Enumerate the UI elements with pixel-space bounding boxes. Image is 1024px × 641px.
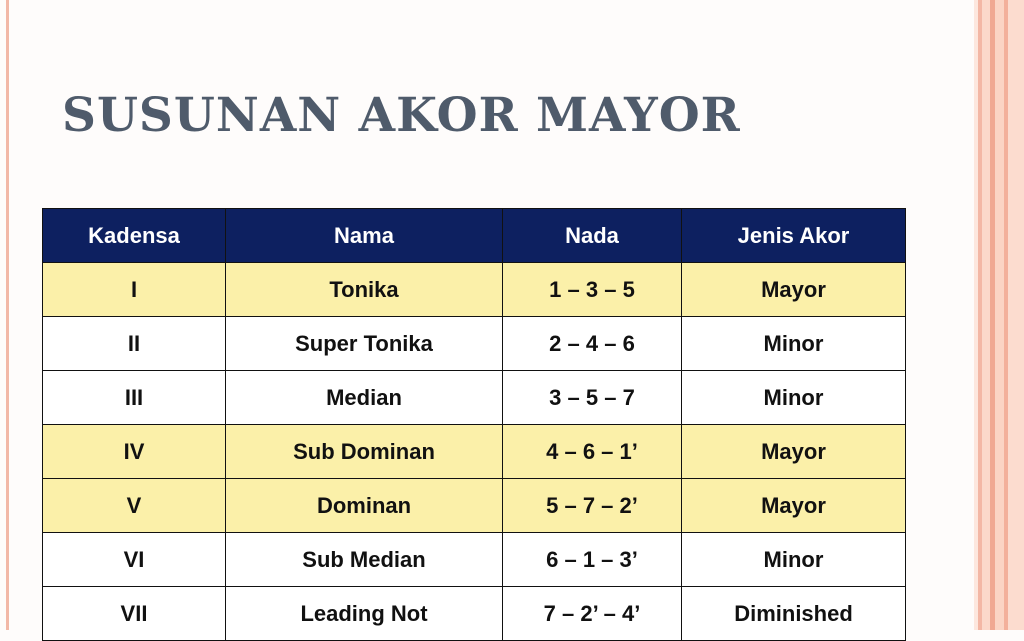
table-row — [43, 425, 906, 479]
cell-nama: Leading Not — [226, 587, 503, 641]
cell-kadensa: V — [43, 479, 226, 533]
table-row — [43, 371, 906, 425]
header-kadensa: Kadensa — [43, 209, 226, 263]
header-nama: Nama — [226, 209, 503, 263]
cell-jenis: Minor — [682, 533, 906, 587]
table-row — [43, 263, 906, 317]
cell-nada: 7 – 2’ – 4’ — [503, 587, 682, 641]
cell-jenis: Mayor — [682, 425, 906, 479]
cell-kadensa: IV — [43, 425, 226, 479]
cell-nama: Median — [226, 371, 503, 425]
header-jenis-akor: Jenis Akor — [682, 209, 906, 263]
cell-kadensa: I — [43, 263, 226, 317]
cell-nada: 5 – 7 – 2’ — [503, 479, 682, 533]
right-decorative-stripes — [974, 0, 1024, 630]
cell-kadensa: VI — [43, 533, 226, 587]
cell-kadensa: VII — [43, 587, 226, 641]
cell-jenis: Minor — [682, 371, 906, 425]
table-row — [43, 587, 906, 641]
cell-jenis: Mayor — [682, 479, 906, 533]
cell-jenis: Mayor — [682, 263, 906, 317]
cell-nada: 1 – 3 – 5 — [503, 263, 682, 317]
cell-jenis: Diminished — [682, 587, 906, 641]
cell-nada: 2 – 4 – 6 — [503, 317, 682, 371]
cell-nada: 6 – 1 – 3’ — [503, 533, 682, 587]
cell-kadensa: III — [43, 371, 226, 425]
table-row — [43, 479, 906, 533]
table-row — [43, 533, 906, 587]
header-nada: Nada — [503, 209, 682, 263]
slide-title: SUSUNAN AKOR MAYOR — [62, 88, 741, 143]
cell-nama: Sub Median — [226, 533, 503, 587]
cell-nama: Dominan — [226, 479, 503, 533]
chord-table — [42, 208, 906, 641]
cell-nama: Super Tonika — [226, 317, 503, 371]
cell-kadensa: II — [43, 317, 226, 371]
cell-nada: 4 – 6 – 1’ — [503, 425, 682, 479]
left-border-line — [6, 0, 9, 630]
table-header-row — [43, 209, 906, 263]
cell-nama: Tonika — [226, 263, 503, 317]
cell-nama: Sub Dominan — [226, 425, 503, 479]
cell-jenis: Minor — [682, 317, 906, 371]
table-row — [43, 317, 906, 371]
cell-nada: 3 – 5 – 7 — [503, 371, 682, 425]
